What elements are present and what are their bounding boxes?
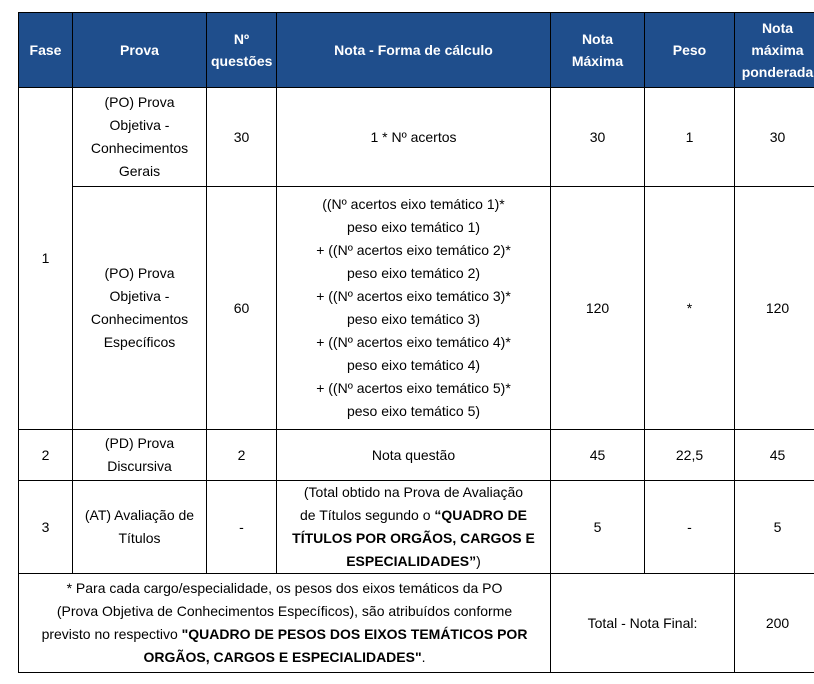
peso-cell: - <box>645 481 735 574</box>
footnote-text: previsto no respectivo <box>41 626 182 642</box>
forma-text: de Títulos segundo o <box>300 507 435 523</box>
nota-maxima-cell: 45 <box>551 430 645 481</box>
formula-line: ((Nº acertos eixo temático 1)* <box>322 196 505 212</box>
forma-line: (Total obtido na Prova de Avaliação <box>303 484 524 500</box>
prova-line: Conhecimentos <box>90 311 189 327</box>
prova-line: Gerais <box>118 163 161 179</box>
forma-cell <box>277 187 551 430</box>
prova-cell <box>73 88 207 187</box>
header-ponderada-line: Nota <box>761 20 794 36</box>
footnote-bold-text: "QUADRO DE PESOS DOS EIXOS TEMÁTICOS POR <box>181 626 528 642</box>
formula-line: + ((Nº acertos eixo temático 3)* <box>316 288 511 304</box>
formula-line: + ((Nº acertos eixo temático 5)* <box>316 380 511 396</box>
formula-line: + ((Nº acertos eixo temático 2)* <box>316 242 511 258</box>
header-nota-maxima-line: Máxima <box>571 53 624 69</box>
header-ponderada <box>735 13 814 88</box>
prova-line: Específicos <box>103 334 176 350</box>
nota-maxima-cell: 5 <box>551 481 645 574</box>
nota-maxima-cell: 30 <box>551 88 645 187</box>
total-label: Total - Nota Final: <box>551 574 735 673</box>
header-peso: Peso <box>645 13 735 88</box>
questoes-cell: - <box>207 481 277 574</box>
header-questoes-line: Nº <box>233 31 250 47</box>
prova-line: (PO) Prova <box>104 94 175 110</box>
questoes-cell: 30 <box>207 88 277 187</box>
header-nota-maxima <box>551 13 645 88</box>
prova-cell <box>73 481 207 574</box>
prova-line: Discursiva <box>107 458 172 474</box>
table-row <box>19 430 814 481</box>
forma-text: ) <box>476 553 481 569</box>
ponderada-cell: 120 <box>735 187 814 430</box>
header-prova: Prova <box>73 13 207 88</box>
footnote-line <box>23 646 546 669</box>
prova-cell <box>73 430 207 481</box>
prova-line: Títulos <box>118 530 161 546</box>
fase-cell: 2 <box>19 430 73 481</box>
forma-line: TÍTULOS POR ORGÃOS, CARGOS E <box>292 530 535 546</box>
header-fase: Fase <box>19 13 73 88</box>
table-row <box>19 88 814 187</box>
footnote-line: * Para cada cargo/especialidade, os pesos dos eixos temáticos da PO <box>66 580 503 596</box>
prova-cell <box>73 187 207 430</box>
total-value: 200 <box>735 574 814 673</box>
header-ponderada-line: máxima <box>751 42 804 58</box>
prova-line: (PO) Prova <box>104 265 175 281</box>
forma-bold-text: ESPECIALIDADES” <box>346 553 477 569</box>
ponderada-cell: 45 <box>735 430 814 481</box>
formula-line: peso eixo temático 4) <box>346 357 481 373</box>
table-row <box>19 187 814 430</box>
table-row <box>19 481 814 574</box>
footnote-bold-text: ORGÃOS, CARGOS E ESPECIALIDADES" <box>143 649 422 665</box>
forma-cell: Nota questão <box>277 430 551 481</box>
footnote-line <box>23 623 546 646</box>
formula-line: peso eixo temático 5) <box>346 403 481 419</box>
formula-line: + ((Nº acertos eixo temático 4)* <box>316 334 511 350</box>
nota-maxima-cell: 120 <box>551 187 645 430</box>
footnote-line: (Prova Objetiva de Conhecimentos Específicos), são atribuídos conforme <box>56 603 513 619</box>
header-row <box>19 13 814 88</box>
footer-row <box>19 574 814 673</box>
header-questoes <box>207 13 277 88</box>
prova-line: Objetiva - <box>109 117 170 133</box>
header-nota-maxima-line: Nota <box>581 31 614 47</box>
forma-cell: 1 * Nº acertos <box>277 88 551 187</box>
forma-cell <box>277 481 551 574</box>
questoes-cell: 60 <box>207 187 277 430</box>
fase-cell: 1 <box>19 88 73 430</box>
header-ponderada-line: ponderada <box>741 64 814 80</box>
footnote-text: . <box>421 649 426 665</box>
forma-line <box>281 504 546 527</box>
peso-cell: * <box>645 187 735 430</box>
fase-cell: 3 <box>19 481 73 574</box>
header-questoes-line: questões <box>211 53 273 69</box>
prova-line: Objetiva - <box>109 288 170 304</box>
forma-line <box>281 550 546 573</box>
formula-line: peso eixo temático 2) <box>346 265 481 281</box>
scoring-table <box>18 12 814 673</box>
questoes-cell: 2 <box>207 430 277 481</box>
forma-bold-text: “QUADRO DE <box>434 507 527 523</box>
prova-line: (AT) Avaliação de <box>84 507 195 523</box>
prova-line: (PD) Prova <box>104 435 175 451</box>
peso-cell: 22,5 <box>645 430 735 481</box>
prova-line: Conhecimentos <box>90 140 189 156</box>
peso-cell: 1 <box>645 88 735 187</box>
ponderada-cell: 5 <box>735 481 814 574</box>
footnote-cell <box>19 574 551 673</box>
header-forma: Nota - Forma de cálculo <box>277 13 551 88</box>
ponderada-cell: 30 <box>735 88 814 187</box>
formula-line: peso eixo temático 3) <box>346 311 481 327</box>
formula-line: peso eixo temático 1) <box>346 219 481 235</box>
